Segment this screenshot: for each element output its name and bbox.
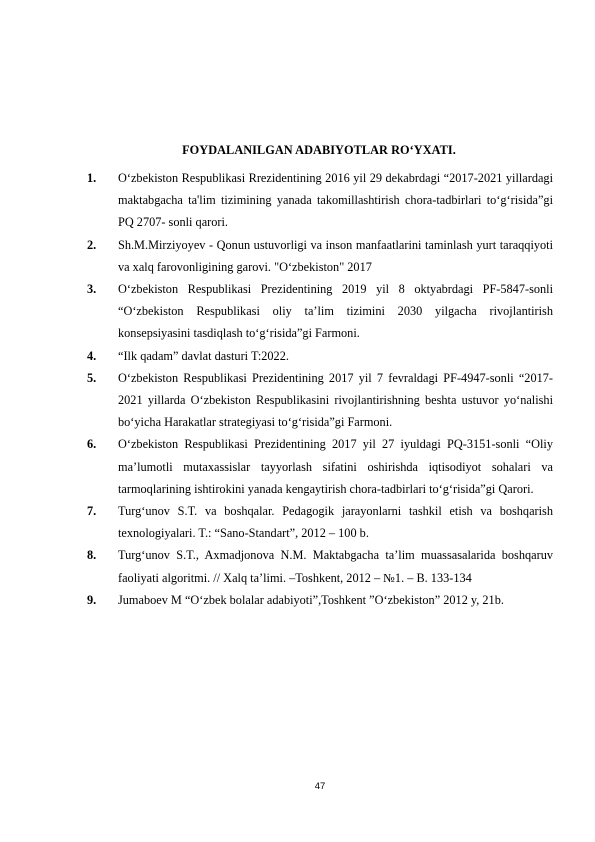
page-title: FOYDALANILGAN ADABIYOTLAR RO‘YXATI. <box>182 143 456 157</box>
reference-number: 6. <box>87 437 97 452</box>
reference-item <box>87 345 553 367</box>
reference-text: Sh.M.Mirziyoyev - Qonun ustuvorligi va inson manfaatlarini taminlash yurt taraqqiyoti va xalq farovonligining garovi. "O‘zbekiston" 2017 <box>118 237 553 274</box>
page-number: 47 <box>314 781 326 792</box>
reference-item <box>87 234 553 278</box>
reference-text: Turg‘unov S.T., Axmadjonova N.M. Maktabgacha ta’lim muassasalarida boshqaruv faoliyati algoritmi. // Xalq ta’limi. –Toshkent, 2012 – №1. – B. 133-134 <box>118 548 553 585</box>
reference-list <box>87 167 553 611</box>
reference-text: O‘zbekiston Respublikasi Prezidentining 2017 yil 7 fevraldagi PF-4947-sonli “2017-2021 yillarda O‘zbekiston Respublikasini rivojlantirishning beshta ustuvor yo‘nalishi bo‘yicha Harakatlar strategiyasi to‘g‘risida”gi Farmoni. <box>118 370 553 430</box>
reference-text: O‘zbekiston Respublikasi Prezidentining 2017 yil 27 iyuldagi PQ-3151-sonli “Oliy ma’lumotli mutaxassislar tayyorlash sifatini oshirishda iqtisodiyot sohalari va tarmoqlarining ishtirokini yanada kengaytirish chora-tadbirlari to‘g‘risida”gi Qarori. <box>118 437 553 496</box>
reference-text: Jumaboev M “O‘zbek bolalar adabiyoti”,Toshkent ”O‘zbekiston” 2012 y, 21b. <box>118 592 504 607</box>
reference-item <box>87 589 553 611</box>
reference-number: 2. <box>87 237 97 252</box>
reference-number: 5. <box>87 370 97 385</box>
reference-item <box>87 167 553 234</box>
reference-item <box>87 367 553 434</box>
reference-number: 4. <box>87 348 97 363</box>
reference-number: 9. <box>87 592 97 607</box>
reference-text: “Ilk qadam” davlat dasturi T:2022. <box>118 348 289 363</box>
reference-text: O‘zbekiston Respublikasi Rrezidentining 2016 yil 29 dekabrdagi “2017-2021 yillardagi maktabgacha ta'lim tizimining yanada takomillashtirish chora-tadbirlari to‘g‘risida”gi PQ 2707- sonli qarori. <box>118 171 553 230</box>
reference-number: 7. <box>87 504 97 519</box>
reference-number: 1. <box>87 171 97 185</box>
reference-number: 3. <box>87 282 97 297</box>
reference-item <box>87 433 553 500</box>
reference-text: O‘zbekiston Respublikasi Prezidentining 2019 yil 8 oktyabrdagi PF-5847-sonli “O‘zbekiston Respublikasi oliy ta’lim tizimini 2030 yilgacha rivojlantirish konsepsiyasini tasdiqlash to‘g‘risida”gi Farmoni. <box>118 282 553 341</box>
reference-item <box>87 544 553 588</box>
reference-text: Turg‘unov S.T. va boshqalar. Pedagogik jarayonlarni tashkil etish va boshqarish texnologiyalari. T.: “Sano-Standart”, 2012 – 100 b. <box>118 504 553 541</box>
reference-number: 8. <box>87 548 97 563</box>
reference-item <box>87 500 553 544</box>
reference-item <box>87 278 553 345</box>
